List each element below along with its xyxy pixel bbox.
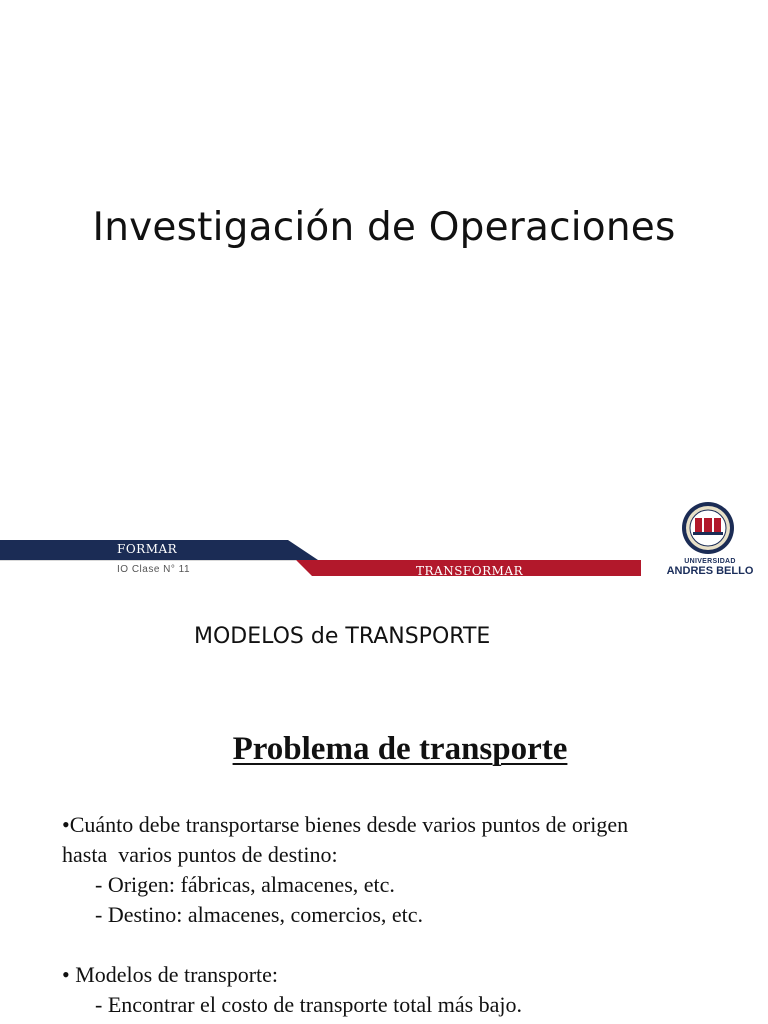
body-line-6: - Encontrar el costo de transporte total más bajo. (62, 992, 523, 1017)
section-subtitle: MODELOS de TRANSPORTE (194, 624, 491, 649)
band-label-transformar: TRANSFORMAR (416, 564, 524, 578)
body-line-5: • Modelos de transporte: (62, 962, 279, 987)
body-line-3: - Origen: fábricas, almacenes, etc. (62, 872, 395, 897)
band-label-formar: FORMAR (117, 542, 178, 556)
section-heading: Problema de transporte (232, 731, 568, 767)
slide-title: Investigación de Operaciones (92, 205, 676, 250)
logo-line-2: ANDRES BELLO (666, 565, 754, 577)
body-line-2: hasta varios puntos de destino: (62, 842, 338, 867)
university-seal-icon (660, 500, 760, 556)
footer-band-shapes (0, 530, 768, 586)
footer-band (0, 530, 768, 586)
body-line-4: - Destino: almacenes, comercios, etc. (62, 902, 424, 927)
logo-line-1: UNIVERSIDAD (684, 558, 736, 565)
band-divider (0, 560, 296, 561)
class-number-label: IO Clase N° 11 (117, 564, 191, 575)
body-line-1: •Cuánto debe transportarse bienes desde varios puntos de origen (62, 812, 629, 837)
university-logo (660, 500, 760, 580)
